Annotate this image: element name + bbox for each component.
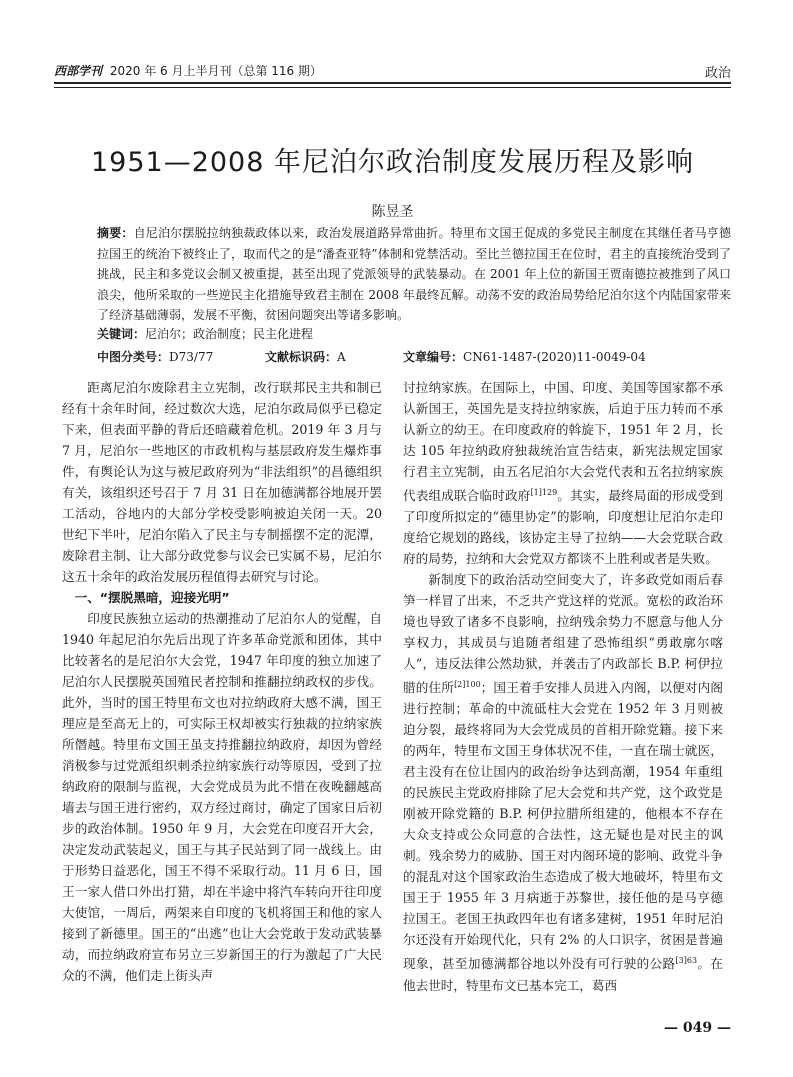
page-number: — 049 — (664, 1020, 731, 1036)
body-column-left (62, 377, 382, 986)
journal-header (54, 62, 322, 79)
citation: [1]129 (530, 488, 558, 497)
citation: [3]63 (675, 956, 698, 966)
paragraph-text: 新制度下的政治活动空间变大了，许多政党如雨后春笋一样冒了出来，不乏共产党这样的党派。宽松的政治环境也导致了诸多不良影响，拉纳残余势力不愿意与他人分享权力，其成员与追随者组建了恐怖组织“勇敢廓尔喀人”，违反法律公然劫狱，并袭击了内政部长 B.P. 柯伊拉腊的住所 (403, 572, 723, 696)
header-bar (54, 62, 731, 80)
article-id-label: 文章编号： (403, 350, 464, 364)
paragraph: 距离尼泊尔废除君主立宪制，改行联邦民主共和制已经有十余年时间，经过数次大选，尼泊尔政局似乎已稳定下来，但表面平静的背后还暗藏着危机。2019 年 3 月与 7 月，尼泊尔一些地区的市政机构与基层政府发生爆炸事件，有舆论认为这与被尼政府列为“非法组织”的昌德组织有关，该组织还号召于 7 月 31 日在加德满都谷地展开罢工活动，谷地内的大部分学校受影响被迫关闭一天。20 世纪下半叶，尼泊尔陷入了民主与专制摇摆不定的泥潭，废除君主制、让大部分政党参与议会已实属不易，尼泊尔这五十余年的政治发展历程值得去研究与讨论。 (62, 380, 382, 584)
classification-label: 中图分类号： (97, 350, 170, 364)
document-code (265, 348, 403, 365)
classification-value: D73/77 (169, 350, 214, 364)
paragraph-text: 。在他去世时，特里布文已基本完工，葛西 (403, 956, 724, 993)
paragraph-text: 讨拉纳家族。在国际上，中国、印度、美国等国家都不承认新国王，英国先是支持拉纳家族，后迫于压力转而不承认新立的幼王。在印度政府的斡旋下，1951 年 2 月，长达 105 年拉纳政府独裁统治宣告结束，新宪法规定国家行君主立宪制，由五名尼泊尔大会党代表和五名拉纳家族代表组成联合临时政府 (403, 380, 723, 504)
keywords (97, 325, 731, 342)
citation: [2]100 (454, 680, 481, 690)
journal-logo: 西部学刊 (54, 64, 103, 78)
paragraph (403, 569, 723, 995)
abstract-text: 自尼泊尔摆脱拉纳独裁政体以来，政治发展道路异常曲折。特里布文国王促成的多党民主制度在其继任者马亨德拉国王的统治下被终止了，取而代之的是“潘查亚特”体制和党禁活动。至比兰德拉国王在位时，君主的直接统治受到了挑战，民主和多党议会制又被重提，甚至出现了党派领导的武装暴动。在 2001 年上位的新国王贾南德拉被推到了风口浪尖，他所采取的一些逆民主化措施导致君主制在 2008 年最终瓦解。动荡不安的政治局势给尼泊尔这个内陆国家带来了经济基础薄弱，发展不平衡，贫困问题突出等诸多影响。 (97, 226, 731, 322)
document-code-value: A (337, 350, 346, 364)
header-rule (54, 82, 731, 88)
paragraph: 印度民族独立运动的热潮推动了尼泊尔人的觉醒，自 1940 年起尼泊尔先后出现了许多革命党派和团体，其中比较著名的是尼泊尔大会党，1947 年印度的独立加速了尼泊尔人民摆脱英国殖民者控制和推翻拉纳政权的步伐。此外，当时的国王特里布文也对拉纳政府大感不满，国王理应是至高无上的，可实际王权却被实行独裁的拉纳家族所僭越。特里布文国王虽支持推翻拉纳政府，却因为曾经消极参与过党派组织刺杀拉纳家族行动等原因，受到了拉纳政府的限制与监视，大会党成员为此不惜在夜晚翻越高墙去与国王进行密约，双方经过商讨，确定了国家日后初步的政治体制。1950 年 9 月，大会党在印度召开大会，决定发动武装起义，国王与其子民站到了同一战线上。由于形势日益恶化，国王不得不采取行动。11 月 6 日，国王一家人借口外出打猎，却在半途中将汽车转向开往印度大使馆，一周后，两架来自印度的飞机将国王和他的家人接到了新德里。国王的“出逃”也让大会党敢于发动武装暴动，而拉纳政府宣布另立三岁新国王的行为激起了广大民众的不满，他们走上街头声 (62, 611, 382, 983)
section-label: 政治 (704, 66, 731, 81)
classification (97, 348, 265, 365)
document-code-label: 文献标识码： (265, 350, 338, 364)
paragraph-text: ；国王着手安排人员进入内阁，以便对内阁进行控制；革命的中流砥柱大会党在 1952 年 3 月则被迫分裂，最终将同为大会党成员的首相开除党籍。接下来的两年，特里布文国王身体状况不佳，一直在瑞士就医，君主没有在位让国内的政治纷争达到高潮，1954 年重组的民族民主党政府排除了尼大会党和共产党，这个政党是刚被开除党籍的 B.P. 柯伊拉腊所组建的，他根本不存在大众支持或公众同意的合法性，这无疑也是对民主的讽刺。残余势力的威胁、国王对内阁环境的影响、政党斗争的混乱对这个国家政治生态造成了极大地破坏，特里布文国王于 1955 年 3 月病逝于苏黎世，接任他的是马亨德拉国王。老国王执政四年也有诸多建树，1951 年时尼泊尔还没有开始现代化，只有 2% 的人口识字，贫困是普遍现象，甚至加德满都谷地以外没有可行驶的公路 (403, 680, 724, 972)
article-metadata (97, 348, 731, 365)
keywords-label: 关键词： (97, 327, 146, 341)
author-name: 陈昱圣 (371, 204, 414, 220)
abstract-label: 摘要： (97, 226, 134, 240)
paragraph (403, 377, 723, 569)
issue-info: 2020 年 6 月上半月刊（总第 116 期） (109, 64, 322, 78)
article-id-value: CN61-1487-(2020)11-0049-04 (463, 350, 646, 364)
article-id (403, 348, 646, 365)
paragraph-text: 。其实，最终局面的形成受到了印度所拟定的“德里协定”的影响，印度想让尼泊尔走印度给它规划的路线，该协定主导了拉纳——大会党联合政府的局势，拉纳和大会党双方都谈不上胜利或者是失败。 (403, 488, 724, 567)
abstract (97, 223, 731, 326)
keywords-text: 尼泊尔；政治制度；民主化进程 (145, 327, 314, 341)
section-heading: 一、“摆脱黑暗，迎接光明” (74, 590, 230, 605)
article-title: 1951—2008 年尼泊尔政治制度发展历程及影响 (90, 147, 694, 178)
body-column-right (403, 377, 723, 996)
